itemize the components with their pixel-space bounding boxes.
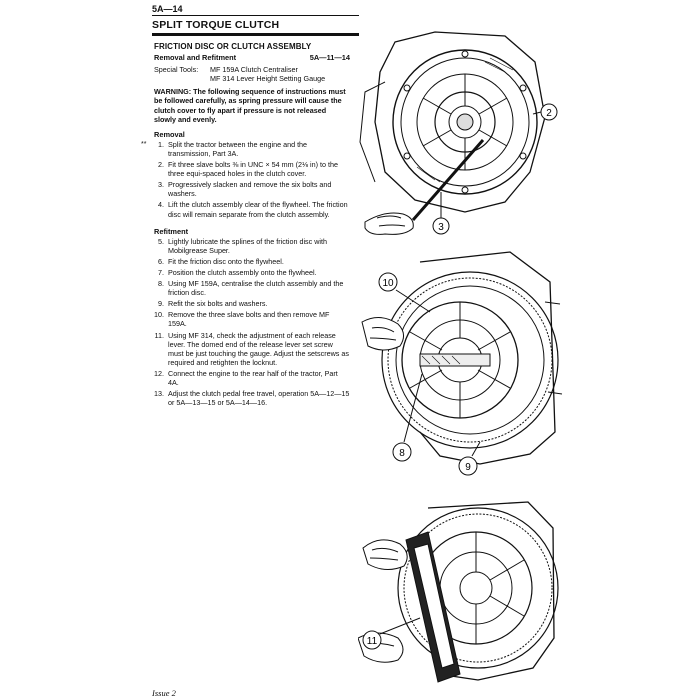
step-item: [154, 160, 350, 178]
callout-10: [379, 273, 430, 312]
step-text: Progressively slacken and remove the six bolts and washers.: [168, 180, 332, 199]
step-text: Connect the engine to the rear half of the tractor, Part 4A.: [168, 368, 338, 387]
callout-9: [459, 442, 480, 475]
step-number: 11.: [154, 330, 164, 340]
step-text: Remove the three slave bolts and then remove MF 159A.: [168, 310, 330, 329]
step-number: 9.: [158, 299, 164, 309]
figure-clutch-removal: [355, 22, 560, 247]
step-item: [154, 200, 350, 218]
clutch-removal-illustration: [355, 22, 560, 247]
step-text: Fit the friction disc onto the flywheel.: [168, 256, 284, 266]
step-item: [154, 369, 350, 387]
step-text: Adjust the clutch pedal free travel, operation 5A—12—15 or 5A—13—15 or 5A—14—16.: [168, 389, 350, 408]
step-number: 8.: [158, 279, 164, 289]
procedure-subheading-row: [154, 53, 350, 62]
svg-text:10: 10: [382, 278, 394, 289]
step-item: [154, 389, 350, 407]
special-tools: [154, 65, 350, 83]
step-text: Using MF 159A, centralise the clutch assembly and the friction disc.: [168, 279, 344, 298]
special-tool-item: MF 159A Clutch Centraliser: [210, 65, 298, 75]
svg-text:3: 3: [438, 222, 444, 233]
step-item: [154, 310, 350, 328]
step-item: [154, 257, 350, 266]
issue-footer: Issue 2: [152, 688, 176, 698]
step-text: Fit three slave bolts ⅜ in UNC × 54 mm (2⅛ in) to the three equi-spaced holes in the clutch cover.: [168, 160, 338, 179]
page-number: 5A—14: [152, 4, 183, 14]
procedure-heading: FRICTION DISC OR CLUTCH ASSEMBLY: [154, 42, 312, 51]
instructions-column: [141, 42, 350, 409]
step-number: 13.: [154, 389, 164, 399]
step-item: [154, 299, 350, 308]
step-number: 7.: [158, 267, 164, 277]
step-text: Split the tractor between the engine and the transmission, Part 3A.: [168, 139, 308, 158]
step-text: Position the clutch assembly onto the flywheel.: [168, 267, 317, 277]
step-text: Lightly lubricate the splines of the friction disc with Mobilgrease Super.: [168, 236, 328, 255]
section-title: SPLIT TORQUE CLUTCH: [152, 19, 280, 31]
step-number: 5.: [158, 236, 164, 246]
step-text: Lift the clutch assembly clear of the flywheel. The friction disc will remain separate from the clutch assembly.: [168, 200, 348, 219]
step-number: 12.: [154, 368, 164, 378]
step-item: [154, 180, 350, 198]
step-number: 6.: [158, 256, 164, 266]
procedure-subheading: Removal and Refitment: [154, 53, 237, 63]
refitment-steps: [154, 237, 350, 408]
svg-text:11: 11: [366, 636, 378, 647]
warning-text: WARNING: The following sequence of instructions must be followed carefully, as spring pressure will cause the clutch cover to fly apart if pressure is not released slowly and evenly.: [154, 87, 346, 124]
figure-clutch-centraliser: [360, 242, 565, 482]
special-tools-list: [210, 65, 325, 83]
step-item: [154, 279, 350, 297]
step-item: [154, 331, 350, 367]
clutch-centraliser-illustration: [360, 242, 565, 482]
step-text: Refit the six bolts and washers.: [168, 299, 268, 309]
special-tool-item: MF 314 Lever Height Setting Gauge: [210, 74, 326, 84]
step-number: 3.: [158, 180, 164, 190]
section-rule: [152, 33, 359, 36]
refitment-heading: Refitment: [154, 226, 189, 236]
svg-text:2: 2: [546, 108, 552, 119]
step-item: [154, 237, 350, 255]
removal-heading: Removal: [154, 129, 185, 139]
lever-height-gauge-illustration: [358, 488, 563, 688]
step-number: 2.: [158, 160, 164, 170]
step-item: [154, 268, 350, 277]
step-number: 10.: [154, 310, 164, 320]
special-tools-label: Special Tools:: [154, 65, 199, 75]
step-text: Using MF 314, check the adjustment of each release lever. The domed end of the release lever set screw must be just touching the gauge. Adjust the setscrews as required and retighten the locknut.: [168, 330, 349, 367]
svg-text:9: 9: [465, 462, 471, 473]
svg-text:8: 8: [399, 448, 405, 459]
step-number: 1.: [158, 139, 164, 149]
callout-8: [393, 374, 422, 461]
removal-steps: [141, 139, 350, 219]
figure-lever-height-gauge: [358, 488, 563, 688]
operation-code: 5A—11—14: [309, 53, 350, 63]
revision-marker: **: [141, 140, 147, 148]
step-item: [141, 139, 350, 158]
callout-3: [433, 192, 449, 234]
header-rule: [152, 15, 359, 16]
step-number: 4.: [158, 200, 164, 210]
